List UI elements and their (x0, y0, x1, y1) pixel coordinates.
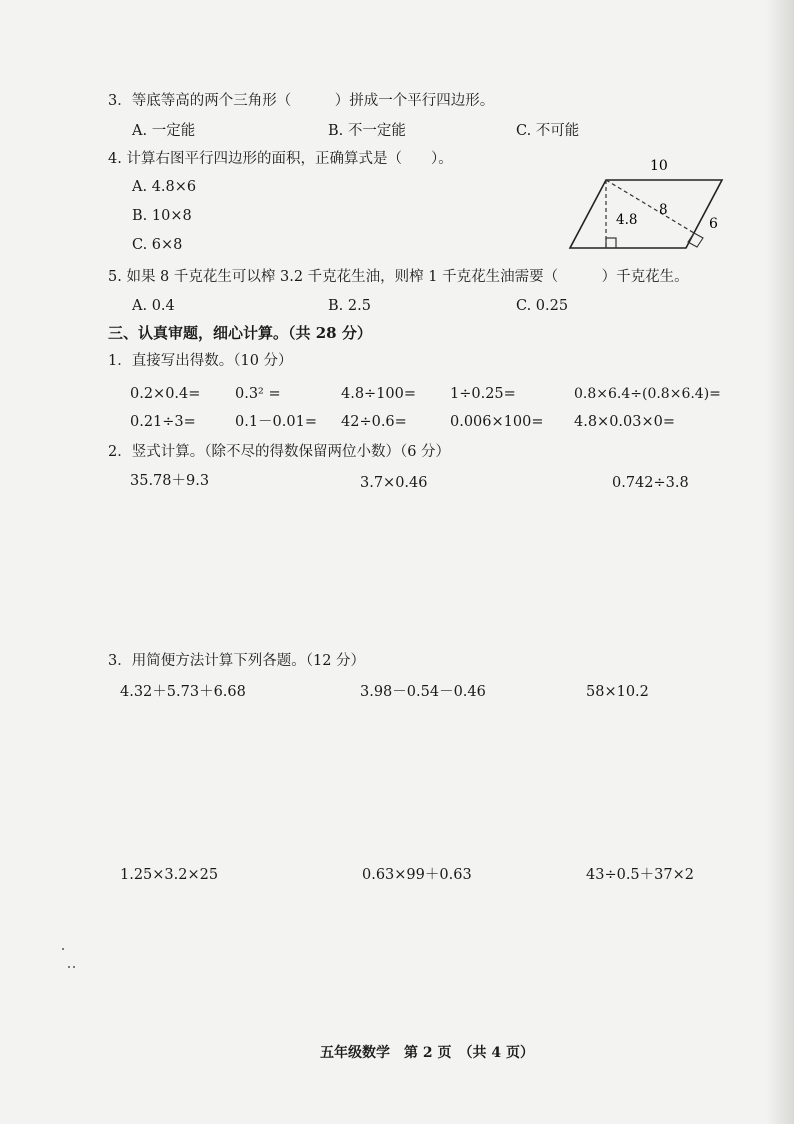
scan-speck (73, 966, 75, 968)
part1-title: 1．直接写出得数。（10 分） (108, 353, 293, 369)
oral-calc-item: 42÷0.6= (341, 414, 407, 430)
simplify-calc-item: 3.98－0.54－0.46 (360, 684, 486, 700)
q5-option-a[interactable]: A. 0.4 (132, 298, 175, 314)
q5-stem: 5. 如果 8 千克花生可以榨 3.2 千克花生油，则榨 1 千克花生油需要（ ）千克花生。 (108, 269, 689, 285)
part3-title: 3．用简便方法计算下列各题。（12 分） (108, 653, 366, 669)
oral-calc-item: 4.8×0.03×0= (574, 414, 676, 430)
oral-calc-item: 4.8÷100= (341, 386, 417, 402)
q4-option-c[interactable]: C. 6×8 (132, 237, 183, 253)
vertical-calc-item: 0.742÷3.8 (612, 475, 689, 491)
label-side: 6 (709, 216, 718, 232)
q5-option-b[interactable]: B. 2.5 (328, 298, 371, 314)
q3-stem: 3．等底等高的两个三角形（ ）拼成一个平行四边形。 (108, 93, 495, 109)
q4-stem: 4. 计算右图平行四边形的面积，正确算式是（ ）。 (108, 151, 453, 167)
parallelogram-figure (560, 150, 735, 255)
q3-option-b[interactable]: B. 不一定能 (328, 123, 406, 139)
label-diagonal: 8 (659, 202, 668, 218)
parallelogram-outline (570, 180, 722, 248)
scan-edge-shadow (766, 0, 794, 1124)
q5-option-c[interactable]: C. 0.25 (516, 298, 569, 314)
simplify-calc-item: 43÷0.5＋37×2 (586, 867, 694, 883)
q4-option-b[interactable]: B. 10×8 (132, 208, 192, 224)
q4-option-a[interactable]: A. 4.8×6 (132, 179, 197, 195)
oral-calc-item: 0.21÷3= (130, 414, 196, 430)
q3-option-c[interactable]: C. 不可能 (516, 123, 580, 139)
scan-speck (62, 948, 64, 950)
oral-calc-item: 0.006×100= (450, 414, 544, 430)
oral-calc-item: 0.8×6.4÷(0.8×6.4)= (574, 386, 721, 402)
vertical-calc-item: 3.7×0.46 (360, 475, 428, 491)
simplify-calc-item: 1.25×3.2×25 (120, 867, 219, 883)
scan-speck (68, 966, 70, 968)
section3-title: 三、认真审题，细心计算。（共 28 分） (108, 324, 372, 342)
simplify-calc-item: 58×10.2 (586, 684, 649, 700)
simplify-calc-item: 0.63×99＋0.63 (362, 867, 472, 883)
page-footer: 五年级数学 第 2 页 （共 4 页） (320, 1045, 534, 1061)
simplify-calc-item: 4.32＋5.73＋6.68 (120, 684, 246, 700)
oral-calc-item: 1÷0.25= (450, 386, 516, 402)
oral-calc-item: 0.2×0.4= (130, 386, 201, 402)
label-top: 10 (650, 158, 668, 174)
label-height: 4.8 (616, 212, 638, 228)
right-angle-mark-bottom (606, 238, 616, 248)
q3-option-a[interactable]: A. 一定能 (132, 123, 196, 139)
oral-calc-item: 0.3² = (235, 386, 281, 402)
part2-title: 2．竖式计算。（除不尽的得数保留两位小数）（6 分） (108, 444, 451, 460)
oral-calc-item: 0.1－0.01= (235, 414, 317, 430)
vertical-calc-item: 35.78＋9.3 (130, 473, 210, 489)
